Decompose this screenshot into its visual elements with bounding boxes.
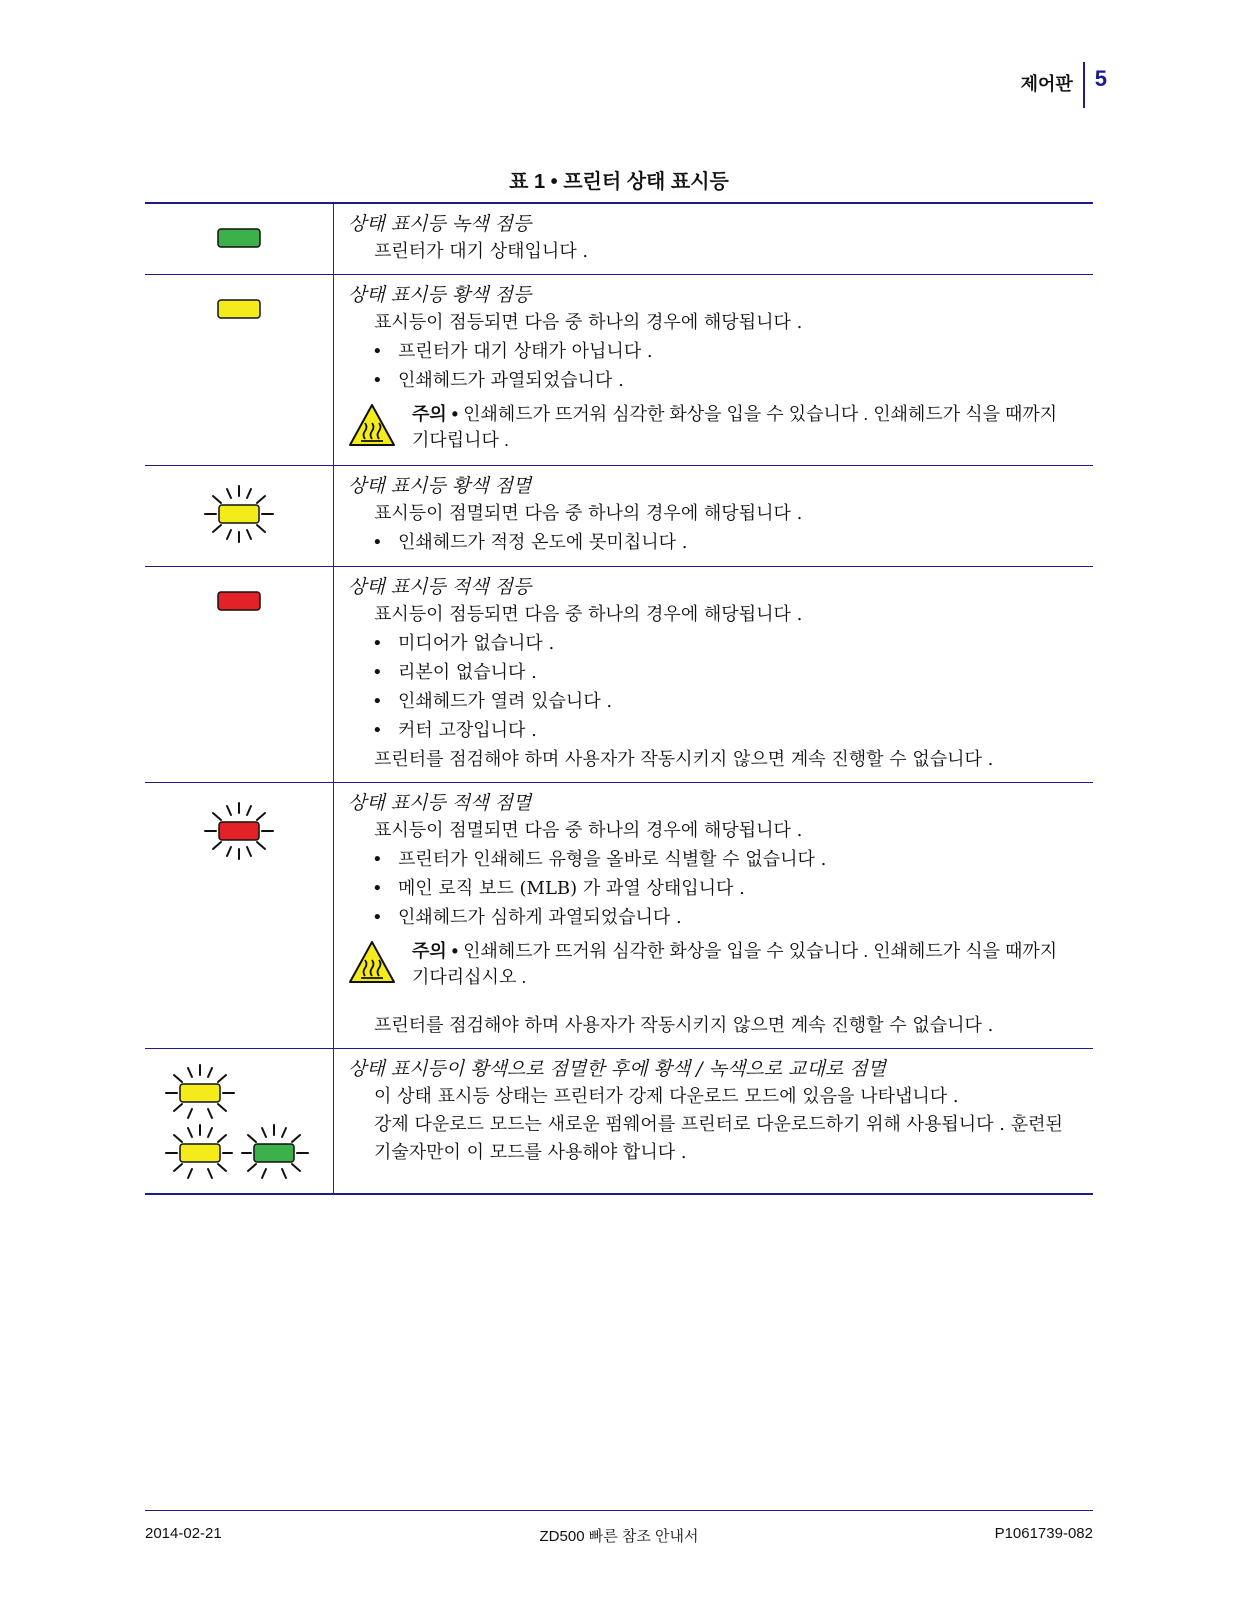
- table-row: [145, 566, 1093, 782]
- caution-body: 인쇄헤드가 뜨거워 심각한 화상을 입을 수 있습니다 . 인쇄헤드가 식을 때까지 기다리십시오 .: [412, 941, 1058, 987]
- list-item: • 인쇄헤드가 열려 있습니다 .: [348, 688, 1079, 716]
- list-item: • 리본이 없습니다 .: [348, 659, 1079, 687]
- list-item: • 프린터가 인쇄헤드 유형을 올바로 식별할 수 없습니다 .: [348, 846, 1079, 874]
- bullet-list: [348, 630, 1079, 745]
- icon-cell: [145, 275, 333, 465]
- led-solid-red-icon: [217, 591, 261, 613]
- status-light-table: [145, 202, 1093, 1195]
- hot-surface-warning-icon: [348, 403, 396, 447]
- list-item: • 커터 고장입니다 .: [348, 717, 1079, 745]
- led-solid-green-icon: [217, 228, 261, 250]
- row-paragraph: 강제 다운로드 모드는 새로운 펌웨어를 프린터로 다운로드하기 위해 사용됩니다 . 훈련된 기술자만이 이 모드를 사용해야 합니다 .: [374, 1114, 1063, 1163]
- list-item: • 인쇄헤드가 과열되었습니다 .: [348, 367, 1079, 395]
- page-header: [1021, 62, 1107, 112]
- icon-cell: [145, 204, 333, 274]
- table-row: [145, 1048, 1093, 1193]
- list-item: • 미디어가 없습니다 .: [348, 630, 1079, 658]
- row-title: 상태 표시등 적색 점멸: [348, 792, 532, 814]
- caution-body: 인쇄헤드가 뜨거워 심각한 화상을 입을 수 있습니다 . 인쇄헤드가 식을 때까지 기다립니다 .: [412, 404, 1058, 450]
- hot-surface-warning-icon: [348, 940, 396, 984]
- spacer: [348, 994, 1079, 1012]
- table-row: [145, 204, 1093, 274]
- description-cell: [333, 1049, 1093, 1193]
- led-flashing-yellow-icon: [203, 484, 275, 544]
- description-cell: [333, 783, 1093, 1048]
- row-paragraph: 표시등이 점등되면 다음 중 하나의 경우에 해당됩니다 .: [374, 312, 803, 333]
- row-paragraph: 표시등이 점멸되면 다음 중 하나의 경우에 해당됩니다 .: [374, 503, 803, 524]
- description-cell: [333, 567, 1093, 782]
- row-title: 상태 표시등 황색 점멸: [348, 475, 532, 497]
- icon-cell: [145, 1049, 333, 1193]
- caution-label: 주의: [412, 404, 447, 424]
- footer-title: ZD500 빠른 참조 안내서: [539, 1528, 699, 1545]
- caution-text: 주의 • 인쇄헤드가 뜨거워 심각한 화상을 입을 수 있습니다 . 인쇄헤드가 식을 때까지 기다립니다 .: [412, 404, 1058, 450]
- icon-cell: [145, 567, 333, 782]
- list-item: • 인쇄헤드가 적정 온도에 못미칩니다 .: [348, 529, 1079, 557]
- row-paragraph: 표시등이 점멸되면 다음 중 하나의 경우에 해당됩니다 .: [374, 820, 803, 841]
- row-title: 상태 표시등이 황색으로 점멸한 후에 황색 / 녹색으로 교대로 점멸: [348, 1058, 886, 1080]
- page-footer: [145, 1510, 1093, 1545]
- row-title: 상태 표시등 녹색 점등: [348, 213, 532, 235]
- caution-text: 주의 • 인쇄헤드가 뜨거워 심각한 화상을 입을 수 있습니다 . 인쇄헤드가 식을 때까지 기다리십시오 .: [412, 941, 1058, 987]
- footer-date: 2014-02-21: [145, 1525, 222, 1542]
- row-note: 프린터를 점검해야 하며 사용자가 작동시키지 않으면 계속 진행할 수 없습니다 .: [374, 749, 994, 770]
- page-number: 5: [1094, 66, 1107, 91]
- table-caption: 표 1 • 프린터 상태 표시등: [509, 171, 729, 193]
- caution-note: [348, 936, 1079, 990]
- led-solid-yellow-icon: [217, 299, 261, 321]
- description-cell: [333, 466, 1093, 566]
- row-note: 프린터를 점검해야 하며 사용자가 작동시키지 않으면 계속 진행할 수 없습니다 .: [374, 1015, 994, 1036]
- led-flashing-red-icon: [203, 801, 275, 861]
- footer-part-number: P1061739-082: [994, 1525, 1093, 1542]
- caution-note: [348, 399, 1079, 453]
- row-title: 상태 표시등 황색 점등: [348, 284, 532, 306]
- header-divider: [1083, 62, 1085, 108]
- row-title: 상태 표시등 적색 점등: [348, 576, 532, 598]
- row-paragraph: 프린터가 대기 상태입니다 .: [374, 241, 589, 262]
- row-paragraph: 표시등이 점등되면 다음 중 하나의 경우에 해당됩니다 .: [374, 604, 803, 625]
- bullet-list: [348, 529, 1079, 557]
- table-row: [145, 274, 1093, 465]
- table-row: [145, 465, 1093, 566]
- caution-label: 주의: [412, 941, 447, 961]
- led-flashing-yellow-green-icon: [164, 1063, 314, 1183]
- description-cell: [333, 275, 1093, 465]
- bullet-list: [348, 846, 1079, 932]
- list-item: • 인쇄헤드가 심하게 과열되었습니다 .: [348, 904, 1079, 932]
- list-item: • 메인 로직 보드 (MLB) 가 과열 상태입니다 .: [348, 875, 1079, 903]
- icon-cell: [145, 783, 333, 1048]
- table-row: [145, 782, 1093, 1048]
- section-name: 제어판: [1020, 74, 1073, 94]
- icon-cell: [145, 466, 333, 566]
- row-paragraph: 이 상태 표시등 상태는 프린터가 강제 다운로드 모드에 있음을 나타냅니다 .: [374, 1086, 959, 1107]
- list-item: • 프린터가 대기 상태가 아닙니다 .: [348, 338, 1079, 366]
- description-cell: [333, 204, 1093, 274]
- bullet-list: [348, 338, 1079, 395]
